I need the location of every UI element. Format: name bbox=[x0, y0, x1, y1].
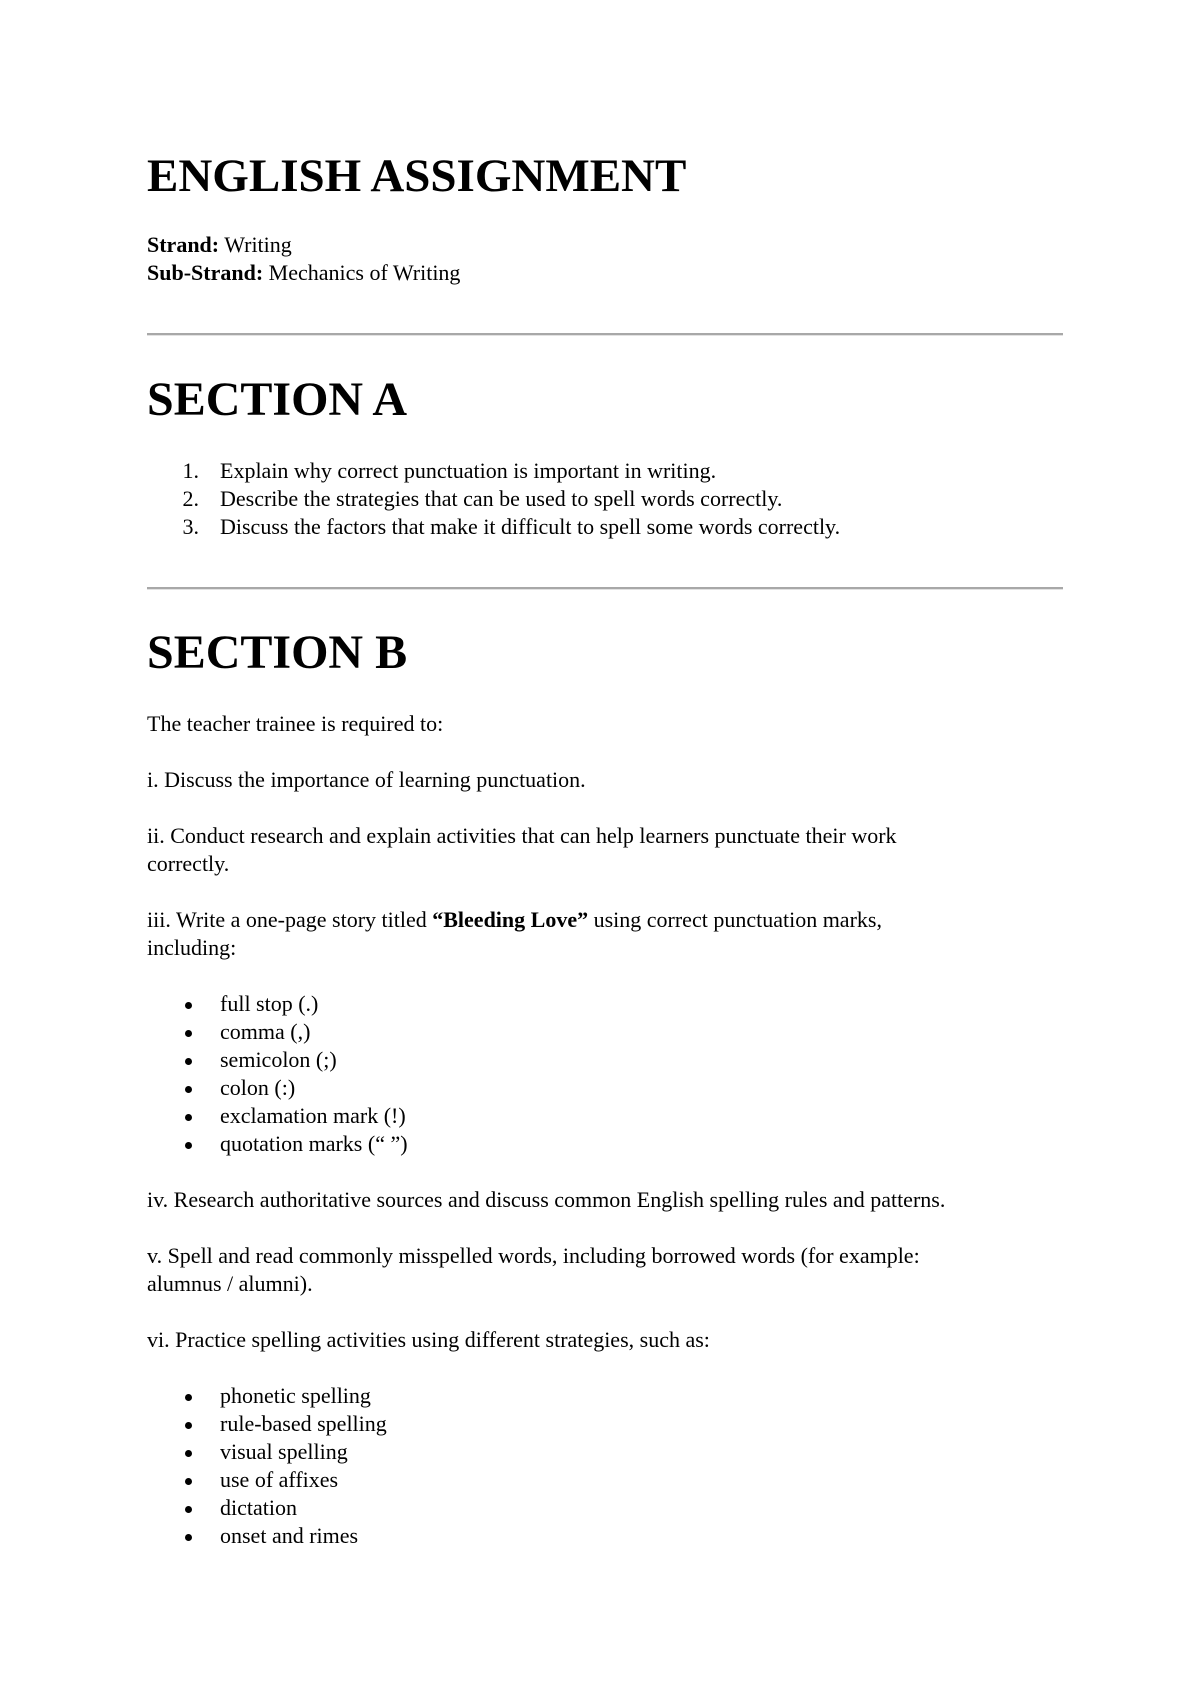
bullet-icon bbox=[185, 1506, 192, 1513]
horizontal-divider bbox=[147, 333, 1063, 336]
substrand-line bbox=[147, 259, 460, 287]
substrand-value: Mechanics of Writing bbox=[263, 260, 461, 285]
horizontal-divider bbox=[147, 587, 1063, 590]
task-iv: iv. Research authoritative sources and discuss common English spelling rules and patterns. bbox=[147, 1187, 946, 1212]
task-iii-line: including: bbox=[147, 935, 237, 960]
substrand-label: Sub-Strand: bbox=[147, 260, 264, 285]
task-iii-text: iii. Write a one-page story titled bbox=[147, 907, 433, 932]
question-text: Discuss the factors that make it difficult to spell some words correctly. bbox=[220, 514, 841, 539]
question-text: Describe the strategies that can be used to spell words correctly. bbox=[220, 486, 783, 511]
bullet-icon bbox=[185, 1058, 192, 1065]
question-number: 1. bbox=[182, 458, 199, 483]
bullet-icon bbox=[185, 1086, 192, 1093]
bullet-icon bbox=[185, 1534, 192, 1541]
document-title: ENGLISH ASSIGNMENT bbox=[147, 150, 687, 202]
story-title: “Bleeding Love” bbox=[432, 907, 589, 932]
list-item-text: colon (:) bbox=[220, 1075, 296, 1100]
task-v-line: v. Spell and read commonly misspelled words, including borrowed words (for example: bbox=[147, 1243, 920, 1268]
list-item-text: full stop (.) bbox=[220, 991, 319, 1016]
section-a-heading: SECTION A bbox=[147, 373, 408, 426]
question-number: 2. bbox=[182, 486, 199, 511]
question-text: Explain why correct punctuation is important in writing. bbox=[220, 458, 717, 483]
list-item-text: quotation marks (“ ”) bbox=[220, 1131, 408, 1156]
list-item-text: use of affixes bbox=[220, 1467, 339, 1492]
task-iii-line bbox=[147, 906, 882, 934]
task-iii-text: using correct punctuation marks, bbox=[588, 907, 882, 932]
list-item-text: comma (,) bbox=[220, 1019, 311, 1044]
bullet-icon bbox=[185, 1002, 192, 1009]
task-ii-line: correctly. bbox=[147, 851, 230, 876]
list-item-text: exclamation mark (!) bbox=[220, 1103, 406, 1128]
task-i: i. Discuss the importance of learning punctuation. bbox=[147, 767, 586, 792]
task-vi: vi. Practice spelling activities using different strategies, such as: bbox=[147, 1327, 710, 1352]
strand-label: Strand: bbox=[147, 232, 220, 257]
list-item-text: semicolon (;) bbox=[220, 1047, 337, 1072]
bullet-icon bbox=[185, 1142, 192, 1149]
bullet-icon bbox=[185, 1422, 192, 1429]
question-number: 3. bbox=[182, 514, 199, 539]
list-item-text: dictation bbox=[220, 1495, 297, 1520]
section-b-heading: SECTION B bbox=[147, 626, 408, 679]
bullet-icon bbox=[185, 1450, 192, 1457]
bullet-icon bbox=[185, 1114, 192, 1121]
strand-value: Writing bbox=[219, 232, 292, 257]
bullet-icon bbox=[185, 1394, 192, 1401]
bullet-icon bbox=[185, 1030, 192, 1037]
task-ii-line: ii. Conduct research and explain activities that can help learners punctuate their work bbox=[147, 823, 897, 848]
list-item-text: onset and rimes bbox=[220, 1523, 359, 1548]
bullet-icon bbox=[185, 1478, 192, 1485]
section-b-intro: The teacher trainee is required to: bbox=[147, 711, 444, 736]
list-item-text: rule-based spelling bbox=[220, 1411, 387, 1436]
strand-line bbox=[147, 231, 292, 259]
task-v-line: alumnus / alumni). bbox=[147, 1271, 313, 1296]
list-item-text: visual spelling bbox=[220, 1439, 348, 1464]
list-item-text: phonetic spelling bbox=[220, 1383, 371, 1408]
